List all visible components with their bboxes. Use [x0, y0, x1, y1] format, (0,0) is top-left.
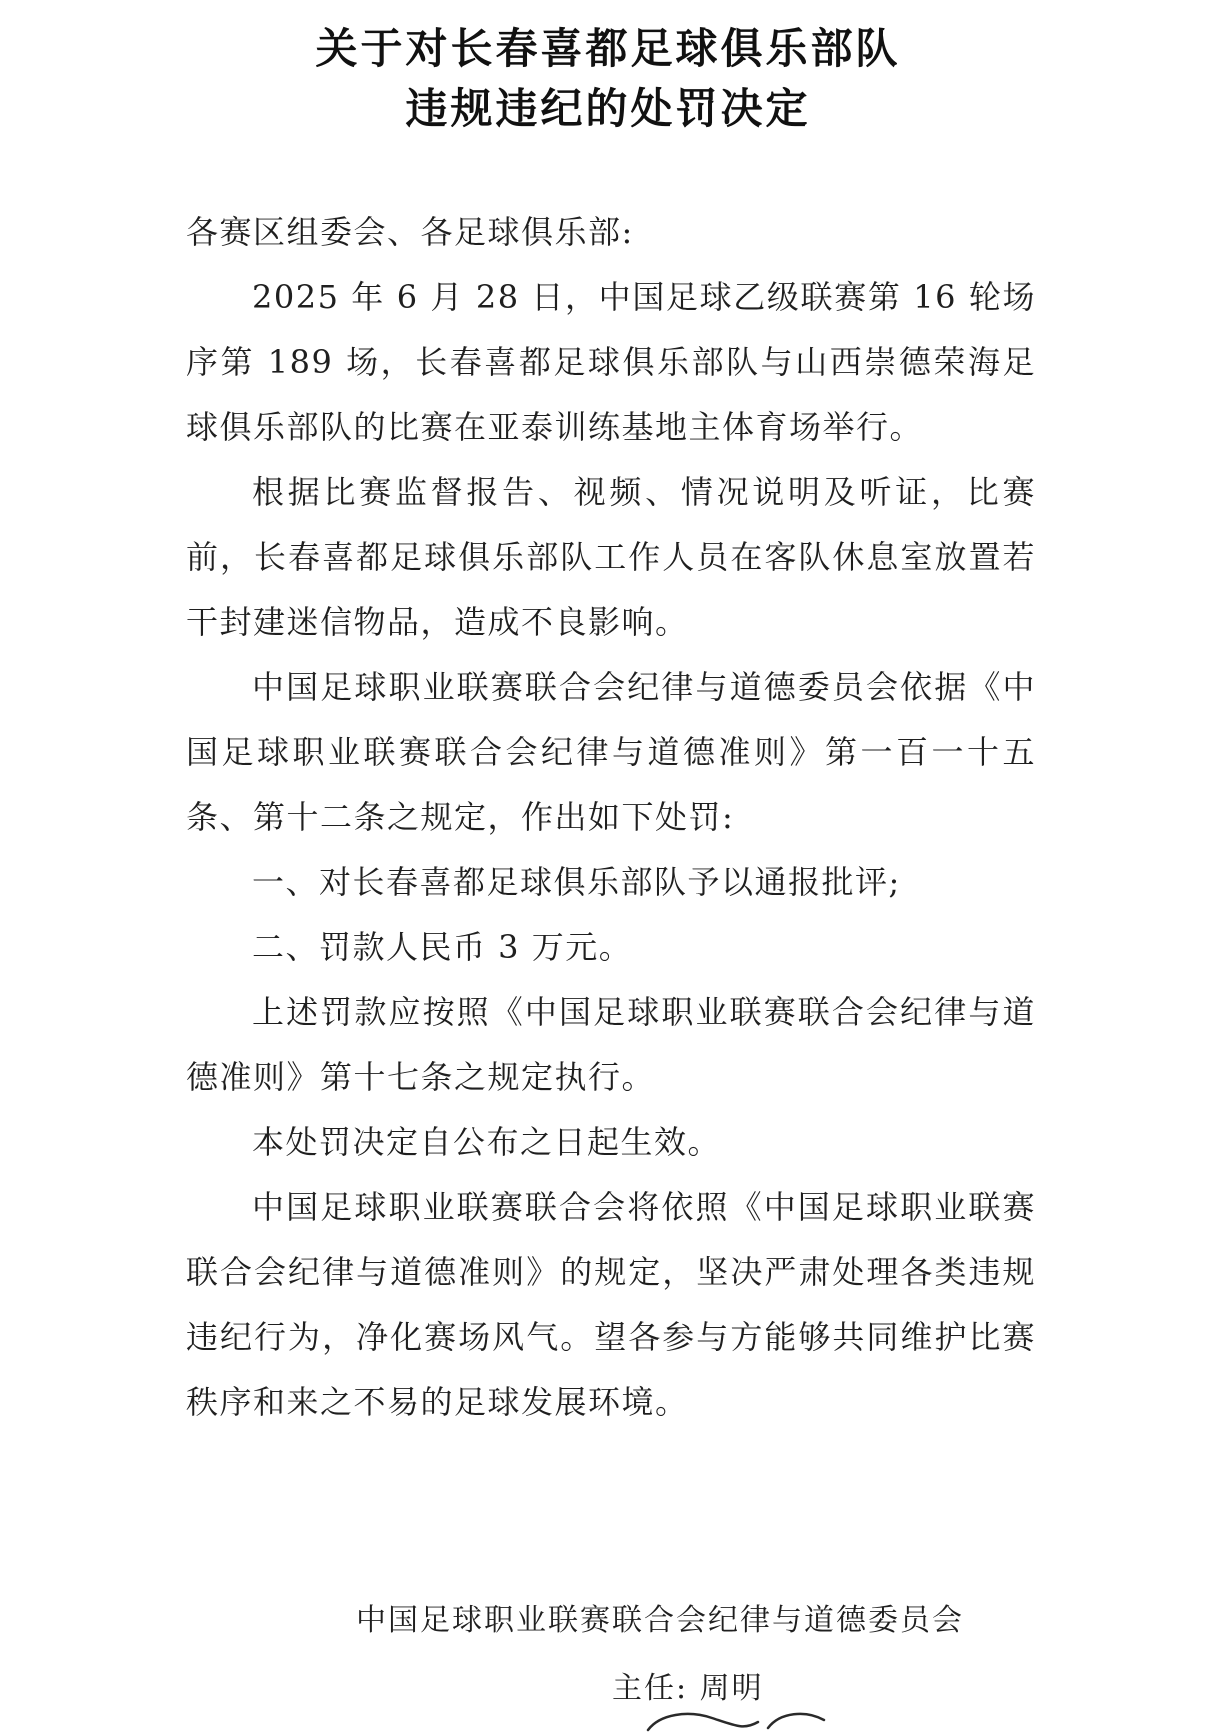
paragraph-effective: 本处罚决定自公布之日起生效。 — [252, 1123, 722, 1161]
paragraph-match-info: 2025 年 6 月 28 日，中国足球乙级联赛第 16 轮场序第 189 场，长春喜都足球俱乐部队与山西崇德荣海足球俱乐部队的比赛在亚泰训练基地主体育场举行。 — [186, 278, 1036, 446]
document-title-line-2: 违规违纪的处罚决定 — [405, 84, 811, 133]
signatory-person: 主任: 周明 — [612, 1671, 764, 1706]
paragraph-findings: 根据比赛监督报告、视频、情况说明及听证，比赛前，长春喜都足球俱乐部队工作人员在客队休息室放置若干封建迷信物品，造成不良影响。 — [186, 473, 1036, 641]
paragraph-fine-execution: 上述罚款应按照《中国足球职业联赛联合会纪律与道德准则》第十七条之规定执行。 — [186, 993, 1036, 1096]
paragraph-basis: 中国足球职业联赛联合会纪律与道德委员会依据《中国足球职业联赛联合会纪律与道德准则》第一百一十五条、第十二条之规定，作出如下处罚: — [186, 668, 1036, 836]
handwritten-signature — [640, 1708, 880, 1732]
document-title-line-1: 关于对长春喜都足球俱乐部队 — [315, 24, 901, 73]
signatory-organization: 中国足球职业联赛联合会纪律与道德委员会 — [356, 1603, 964, 1638]
paragraph-closing: 中国足球职业联赛联合会将依照《中国足球职业联赛联合会纪律与道德准则》的规定，坚决严肃处理各类违规违纪行为，净化赛场风气。望各参与方能够共同维护比赛秩序和来之不易的足球发展环境。 — [186, 1188, 1036, 1421]
penalty-item-2: 二、罚款人民币 3 万元。 — [252, 928, 633, 966]
salutation: 各赛区组委会、各足球俱乐部: — [186, 213, 634, 251]
document-body — [186, 200, 1036, 1435]
penalty-item-1: 一、对长春喜都足球俱乐部队予以通报批评; — [252, 863, 901, 901]
